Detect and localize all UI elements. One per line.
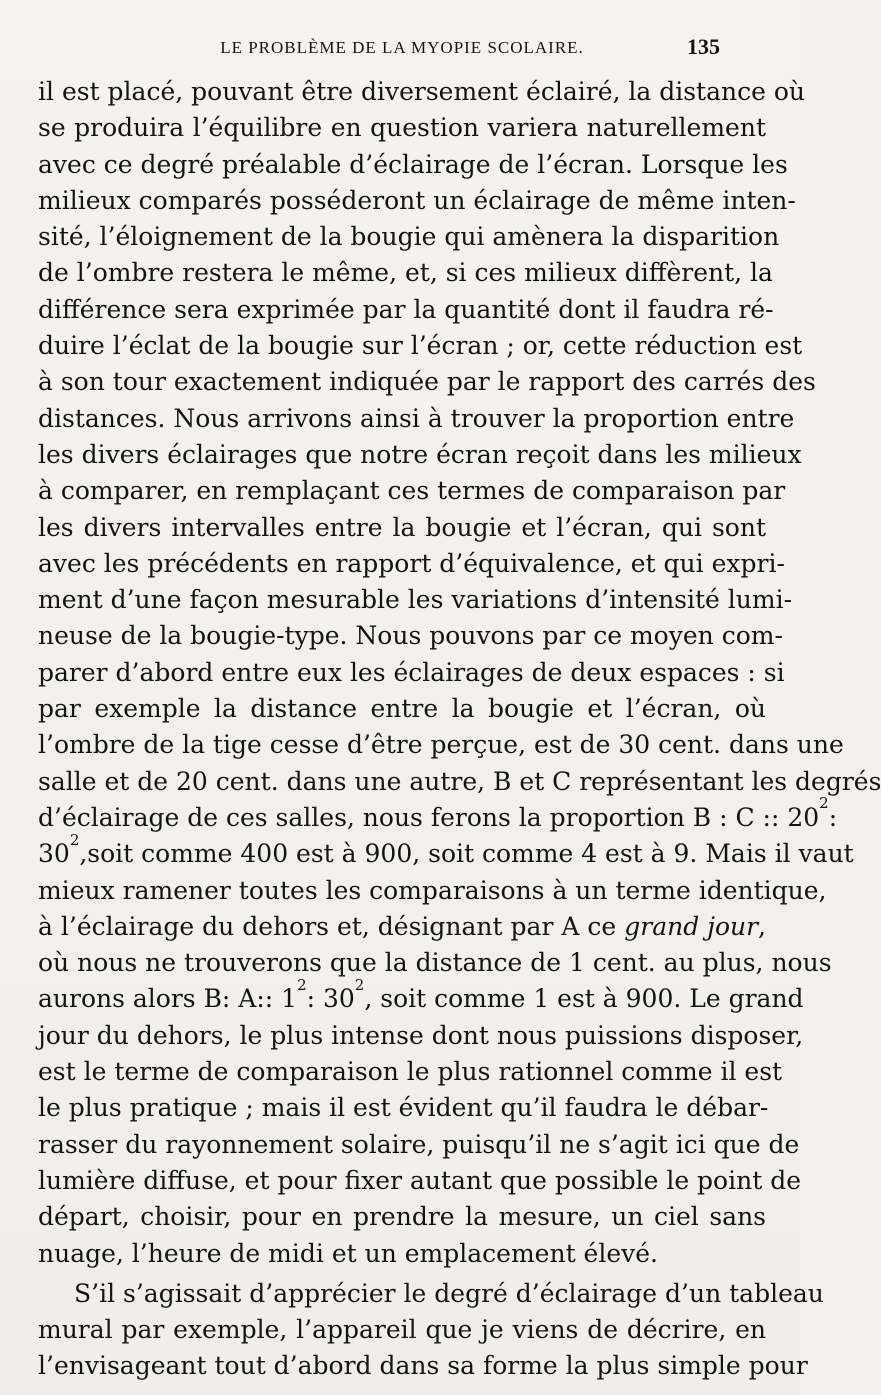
text-line: le plus pratique ; mais il est évident qu’il faudra le débar- xyxy=(38,1093,769,1123)
text-fragment: , xyxy=(758,911,766,941)
text-line: distances. Nous arrivons ainsi à trouver la proportion entre xyxy=(38,403,795,433)
text-line: mieux ramener toutes les comparaisons à un terme identique, xyxy=(38,875,827,905)
text-line: l’ombre de la tige cesse d’être perçue, est de 30 cent. dans une xyxy=(38,730,844,760)
text-line: avec les précédents en rapport d’équivalence, et qui expri- xyxy=(38,548,785,578)
paragraph-first-line: S’il s’agissait d’apprécier le degré d’éclairage d’un tableau xyxy=(74,1278,824,1308)
text-line: ment d’une façon mesurable les variations d’intensité lumi- xyxy=(38,585,793,615)
text-line: salle et de 20 cent. dans une autre, B et C représentant les degrés xyxy=(38,766,881,796)
running-header xyxy=(38,30,766,74)
superscript: 2 xyxy=(69,830,80,849)
text-line: les divers éclairages que notre écran reçoit dans les milieux xyxy=(38,439,802,469)
body-text xyxy=(38,74,881,1385)
text-line-proportion xyxy=(38,794,838,836)
running-title: LE PROBLÈME DE LA MYOPIE SCOLAIRE. xyxy=(220,38,584,57)
text-fragment: : 30 xyxy=(306,984,355,1014)
text-line: sité, l’éloignement de la bougie qui amènera la disparition xyxy=(38,222,780,252)
text-line: se produira l’équilibre en question variera naturellement xyxy=(38,113,766,143)
text-line: jour du dehors, le plus intense dont nous puissions disposer, xyxy=(38,1020,804,1050)
text-line: rasser du rayonnement solaire, puisqu’il ne s’agit ici que de xyxy=(38,1129,800,1159)
text-line: les divers intervalles entre la bougie et l’écran, qui sont xyxy=(38,512,766,542)
text-line: où nous ne trouverons que la distance de 1 cent. au plus, nous xyxy=(38,948,832,978)
text-line-grand-jour xyxy=(38,909,766,945)
text-line: mural par exemple, l’appareil que je viens de décrire, en xyxy=(38,1315,766,1345)
text-line: est le terme de comparaison le plus rationnel comme il est xyxy=(38,1057,783,1087)
superscript: 2 xyxy=(819,794,829,813)
text-line: départ, choisir, pour en prendre la mesure, un ciel sans xyxy=(38,1202,766,1232)
text-line-ratio xyxy=(38,975,804,1017)
text-fragment: : xyxy=(828,802,838,832)
text-line: différence sera exprimée par la quantité dont il faudra ré- xyxy=(38,294,774,324)
superscript: 2 xyxy=(354,975,365,994)
text-fragment: aurons alors B: A:: 1 xyxy=(38,984,298,1014)
text-line: par exemple la distance entre la bougie et l’écran, où xyxy=(38,694,766,724)
text-line: à comparer, en remplaçant ces termes de comparaison par xyxy=(38,476,786,506)
text-line: milieux comparés posséderont un éclairage de même inten- xyxy=(38,185,796,215)
text-fragment: ,soit comme 400 est à 900, soit comme 4 est à 9. Mais il vaut xyxy=(79,839,854,869)
text-line: lumière diffuse, et pour fixer autant que possible le point de xyxy=(38,1165,802,1195)
text-line: à son tour exactement indiquée par le rapport des carrés des xyxy=(38,367,816,397)
text-line: l’envisageant tout d’abord dans sa forme la plus simple pour xyxy=(38,1351,808,1381)
text-line: de l’ombre restera le même, et, si ces milieux diffèrent, la xyxy=(38,258,773,288)
page-number: 135 xyxy=(687,34,720,59)
text-line: duire l’éclat de la bougie sur l’écran ; or, cette réduction est xyxy=(38,331,803,361)
text-fragment: à l’éclairage du dehors et, désignant par A ce xyxy=(38,911,617,941)
text-fragment: , soit comme 1 est à 900. Le grand xyxy=(364,984,804,1014)
text-fragment: 30 xyxy=(38,839,70,869)
italic-term: grand jour xyxy=(624,911,759,941)
text-line: il est placé, pouvant être diversement éclairé, la distance où xyxy=(38,77,806,106)
paragraph-last-line: nuage, l’heure de midi et un emplacement élevé. xyxy=(38,1238,659,1268)
superscript: 2 xyxy=(297,975,307,994)
text-line-proportion-result xyxy=(38,830,854,872)
text-line: parer d’abord entre eux les éclairages de deux espaces : si xyxy=(38,657,785,687)
text-line: avec ce degré préalable d’éclairage de l’écran. Lorsque les xyxy=(38,149,788,179)
text-line: neuse de la bougie-type. Nous pouvons par ce moyen com- xyxy=(38,621,783,651)
text-fragment: d’éclairage de ces salles, nous ferons la proportion B : C :: 20 xyxy=(38,802,820,832)
